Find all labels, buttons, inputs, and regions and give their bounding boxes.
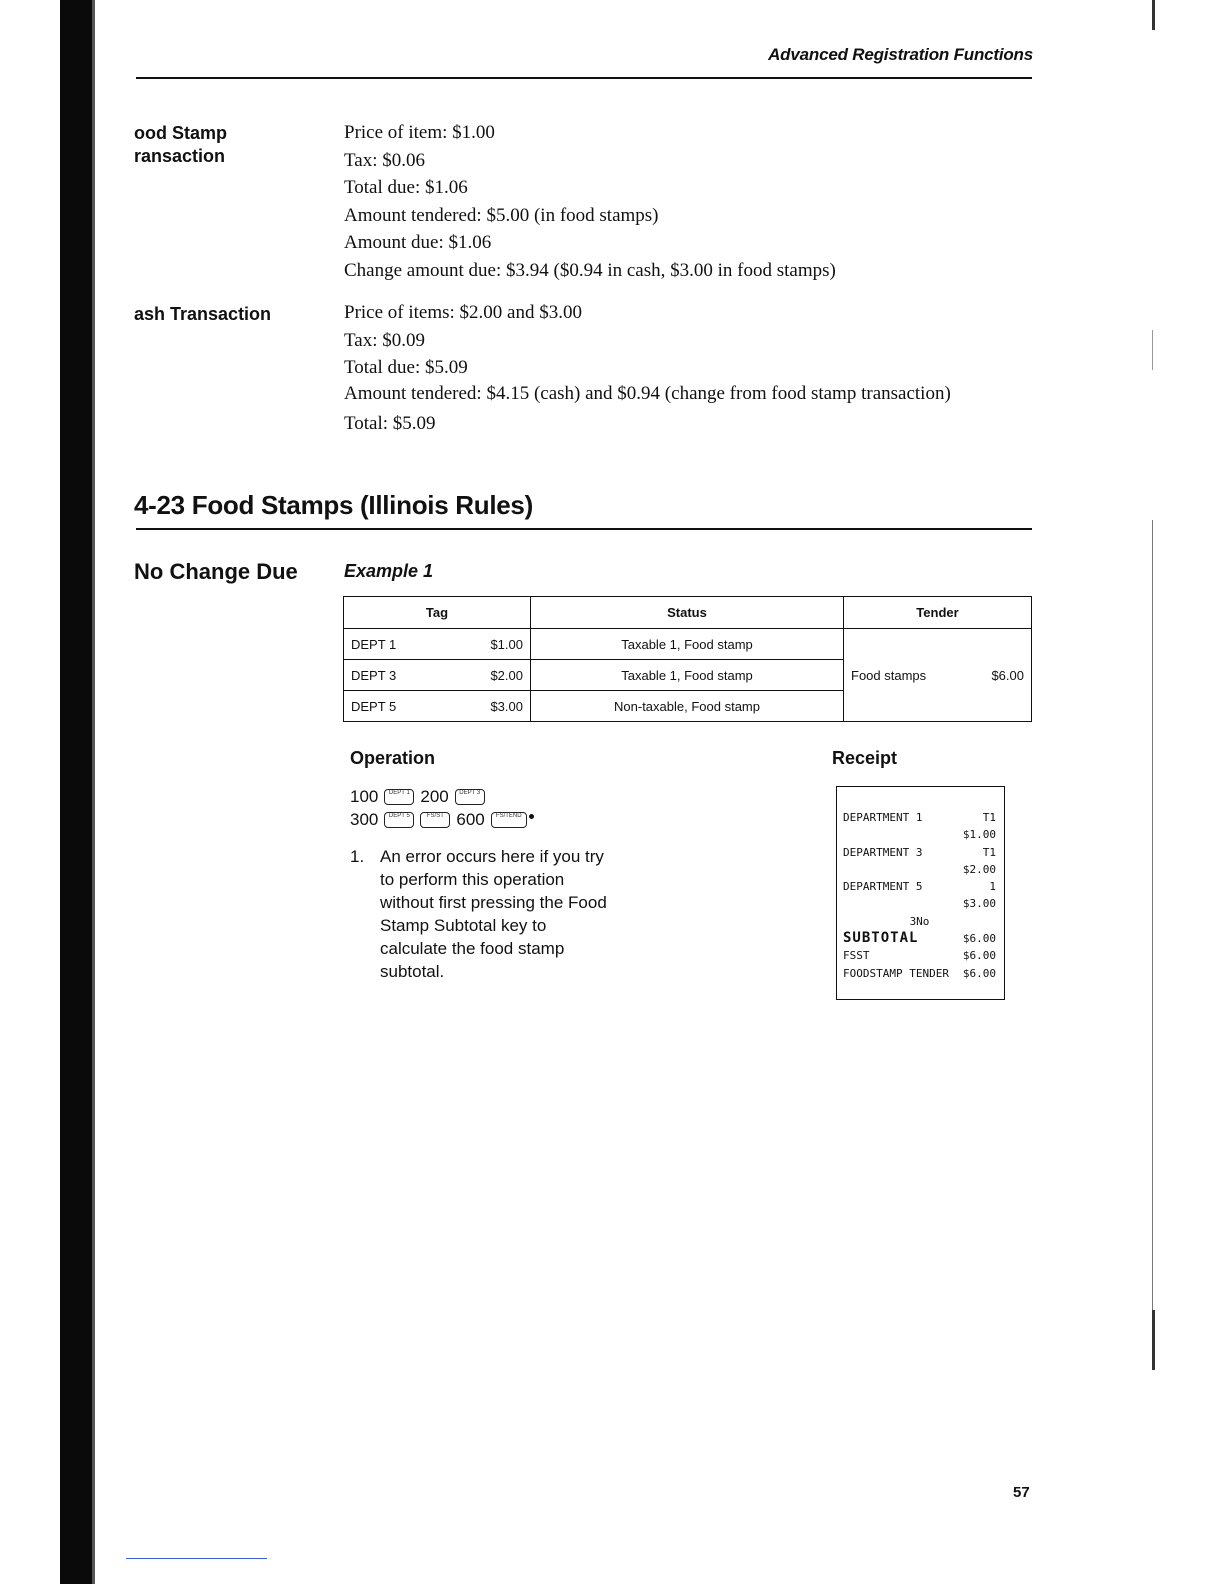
detail-line: Amount tendered: $5.00 (in food stamps) bbox=[344, 204, 659, 226]
receipt-line: DEPARTMENT 5 1 bbox=[843, 880, 996, 894]
detail-line: Total due: $1.06 bbox=[344, 177, 468, 199]
tag-dept: DEPT 3 bbox=[351, 667, 397, 683]
cash-transaction-details bbox=[344, 299, 964, 437]
detail-line: Price of items: $2.00 and $3.00 bbox=[344, 302, 582, 323]
receipt-line: FOODSTAMP TENDER $6.00 bbox=[843, 966, 996, 980]
receipt-line: $3.00 bbox=[962, 897, 996, 911]
column-header: Status bbox=[531, 597, 844, 629]
receipt-printout bbox=[836, 786, 1005, 1000]
receipt-line: $1.00 bbox=[962, 828, 996, 842]
dept-5-key-icon: DEPT 5 bbox=[384, 812, 414, 828]
detail-line: Tax: $0.06 bbox=[344, 149, 425, 171]
column-header: Tag bbox=[344, 597, 531, 629]
receipt-line: 3No bbox=[909, 914, 930, 928]
tag-amount: $3.00 bbox=[490, 698, 523, 714]
tender-cell bbox=[844, 629, 1032, 722]
operation-title: Operation bbox=[350, 748, 436, 768]
detail-line: Tax: $0.09 bbox=[344, 329, 425, 351]
entry-amount: 300 bbox=[350, 810, 379, 829]
receipt-line: FSST $6.00 bbox=[843, 949, 996, 963]
dept-1-key-icon: DEPT 1 bbox=[384, 789, 414, 805]
column-header: Tender bbox=[844, 597, 1032, 629]
entry-amount: 200 bbox=[420, 787, 449, 806]
no-change-due-label: No Change Due bbox=[134, 559, 298, 584]
tender-amount: $6.00 bbox=[991, 667, 1024, 683]
detail-line: Amount due: $1.06 bbox=[344, 232, 492, 254]
food-stamp-transaction-details bbox=[344, 119, 836, 285]
operation-line-2 bbox=[350, 810, 534, 830]
entry-amount: 100 bbox=[350, 787, 379, 806]
tag-amount: $2.00 bbox=[490, 667, 523, 683]
error-marker-icon bbox=[529, 814, 534, 819]
scan-binding-shadow bbox=[92, 0, 95, 1584]
tag-status-tender-table bbox=[343, 596, 1032, 722]
receipt-subtotal-line: SUBTOTAL $6.00 bbox=[843, 930, 996, 947]
detail-line: Total: $5.09 bbox=[344, 412, 436, 434]
tag-dept: DEPT 1 bbox=[351, 636, 397, 652]
example-label: Example 1 bbox=[344, 561, 434, 581]
footer-underline bbox=[126, 1558, 267, 1559]
detail-line: Change amount due: $3.94 ($0.94 in cash, $3.00 in food stamps) bbox=[344, 259, 836, 281]
scan-right-edge-marks bbox=[1152, 0, 1157, 1584]
receipt-line: DEPARTMENT 1 T1 bbox=[843, 811, 996, 824]
tender-label: Food stamps bbox=[851, 667, 927, 683]
receipt-line: DEPARTMENT 3 T1 bbox=[843, 845, 996, 859]
cash-transaction-label: ash Transaction bbox=[134, 304, 272, 324]
detail-line: Amount tendered: $4.15 (cash) and $0.94 (change from food stamp transaction) bbox=[344, 382, 951, 404]
detail-line: Price of item: $1.00 bbox=[344, 122, 495, 143]
running-header: Advanced Registration Functions bbox=[768, 45, 1033, 64]
section-rule bbox=[136, 528, 1032, 530]
header-rule bbox=[136, 77, 1032, 79]
operation-line-1 bbox=[350, 787, 485, 807]
fs-subtotal-key-icon: FS/ST bbox=[420, 812, 450, 828]
tag-amount: $1.00 bbox=[490, 636, 523, 652]
receipt-line: $2.00 bbox=[962, 862, 996, 876]
note-text: An error occurs here if you try to perform this operation without first pressing the Food Stamp Subtotal key to calculate the food stamp subtotal. bbox=[380, 847, 607, 981]
tag-status: Taxable 1, Food stamp bbox=[531, 629, 844, 660]
tag-dept: DEPT 5 bbox=[351, 698, 397, 714]
note-number: 1. bbox=[350, 847, 365, 866]
fs-tender-key-icon: FS/TEND bbox=[491, 812, 527, 828]
tag-status: Non-taxable, Food stamp bbox=[531, 691, 844, 722]
scan-binding-edge bbox=[60, 0, 92, 1584]
operation-note bbox=[350, 845, 612, 983]
detail-line: Total due: $5.09 bbox=[344, 357, 468, 379]
tag-status: Taxable 1, Food stamp bbox=[531, 660, 844, 691]
dept-3-key-icon: DEPT 3 bbox=[455, 789, 485, 805]
section-heading: 4-23 Food Stamps (Illinois Rules) bbox=[134, 490, 533, 520]
food-stamp-transaction-label: ood Stamp ransaction bbox=[134, 123, 227, 166]
receipt-title: Receipt bbox=[832, 748, 898, 768]
page-number: 57 bbox=[1013, 1484, 1030, 1501]
table-row bbox=[344, 629, 1032, 660]
entry-amount: 600 bbox=[456, 810, 485, 829]
